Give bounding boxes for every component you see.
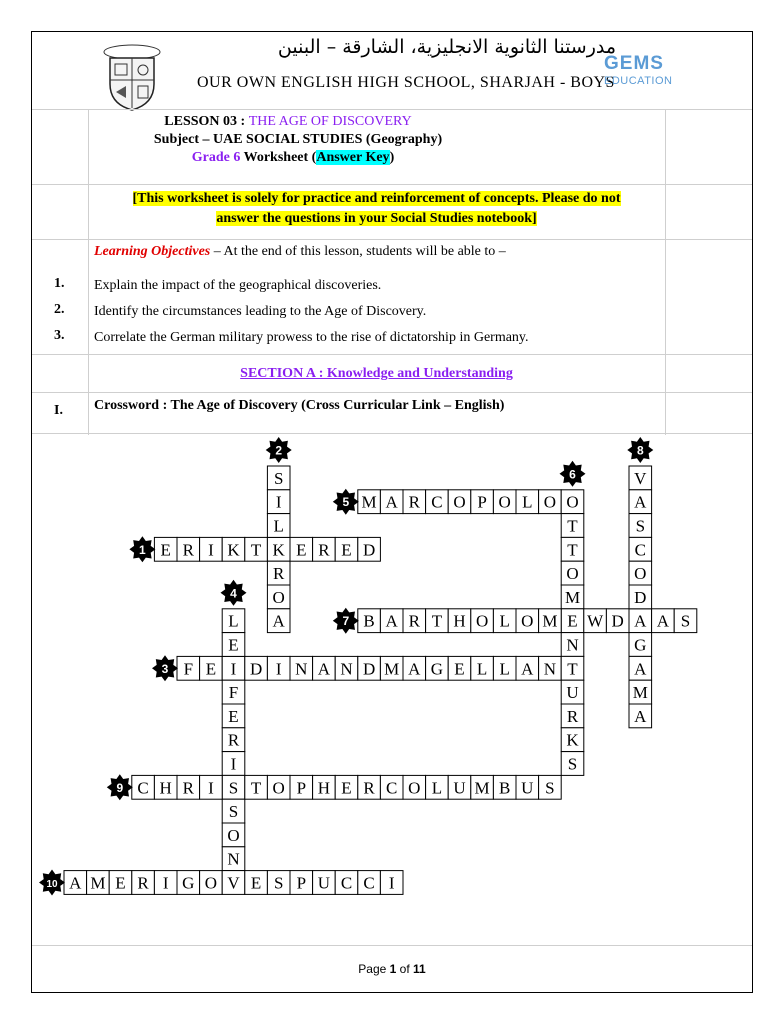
crossword-cell — [448, 775, 471, 799]
svg-text:9: 9 — [116, 780, 124, 795]
crossword-cell — [154, 537, 177, 561]
crossword-cell — [267, 537, 290, 561]
svg-text:O: O — [566, 492, 579, 512]
svg-text:O: O — [475, 611, 489, 631]
svg-text:S: S — [228, 778, 239, 798]
crossword-cell — [403, 656, 426, 680]
svg-text:T: T — [250, 540, 262, 560]
crossword-cell — [426, 490, 449, 514]
svg-text:D: D — [634, 587, 647, 607]
svg-text:G: G — [430, 659, 444, 679]
crossword-cell — [584, 609, 607, 633]
crossword-cell — [471, 775, 494, 799]
page-number: 1 — [389, 962, 397, 976]
svg-text:K: K — [566, 730, 579, 750]
crossword-cell — [313, 537, 336, 561]
crossword-cell — [64, 871, 87, 895]
crossword-cell — [516, 656, 539, 680]
question-text: Crossword : The Age of Discovery (Cross Curricular Link – English) — [94, 398, 505, 413]
svg-text:P: P — [477, 492, 487, 512]
svg-text:R: R — [182, 540, 194, 560]
svg-text:R: R — [137, 873, 149, 893]
svg-text:M: M — [632, 683, 648, 703]
svg-text:O: O — [566, 564, 579, 584]
crossword-cell — [222, 847, 245, 871]
notice-line-2: answer the questions in your Social Studies notebook] — [216, 211, 537, 226]
clue-number-badge — [39, 870, 65, 896]
svg-text:I: I — [208, 778, 214, 798]
crossword-cell — [471, 609, 494, 633]
crossword-cell — [177, 775, 200, 799]
crossword-cell — [335, 656, 358, 680]
crossword-cell — [561, 704, 584, 728]
svg-text:A: A — [408, 659, 421, 679]
svg-text:O: O — [634, 564, 647, 584]
crossword-cell — [539, 490, 562, 514]
clue-number-badge — [107, 774, 133, 800]
crossword-cell — [267, 609, 290, 633]
crossword-cell — [539, 609, 562, 633]
crossword-cell — [200, 775, 223, 799]
svg-text:S: S — [228, 802, 239, 822]
crossword-cell — [267, 466, 290, 490]
clue-number-badge — [333, 608, 359, 634]
svg-text:C: C — [431, 492, 443, 512]
svg-text:S: S — [680, 611, 691, 631]
crossword-cell — [493, 656, 516, 680]
svg-text:L: L — [499, 611, 510, 631]
crossword-cell — [313, 775, 336, 799]
crossword-cell — [267, 514, 290, 538]
objective-number: 3. — [54, 328, 65, 343]
svg-text:S: S — [567, 754, 578, 774]
svg-text:U: U — [317, 873, 331, 893]
svg-text:I: I — [162, 873, 169, 893]
school-name-arabic: مدرستنا الثانوية الانجليزية، الشارقة – البنين — [277, 36, 617, 58]
crossword-cell — [448, 490, 471, 514]
crossword-cell — [629, 514, 652, 538]
crossword-cell — [403, 609, 426, 633]
svg-text:A: A — [634, 706, 647, 726]
svg-text:U: U — [521, 778, 534, 798]
crossword-cell — [222, 799, 245, 823]
svg-text:T: T — [567, 516, 578, 536]
of-word: of — [396, 962, 414, 976]
clue-number-badge — [221, 580, 247, 606]
svg-text:L: L — [431, 778, 443, 798]
svg-text:F: F — [183, 659, 194, 679]
svg-text:C: C — [634, 540, 646, 560]
svg-text:R: R — [566, 706, 579, 726]
svg-text:E: E — [454, 659, 465, 679]
crossword-cell — [380, 609, 403, 633]
svg-text:3: 3 — [161, 661, 169, 676]
crossword-cell — [380, 656, 403, 680]
crossword-cell — [132, 775, 155, 799]
svg-text:U: U — [453, 778, 466, 798]
crossword-cell — [516, 775, 539, 799]
svg-text:L: L — [273, 516, 284, 536]
section-title: SECTION A : Knowledge and Understanding — [240, 366, 513, 381]
crossword-cell — [561, 585, 584, 609]
svg-text:A: A — [634, 611, 647, 631]
objectives-label: Learning Objectives — [94, 244, 211, 259]
crossword-cell — [358, 490, 381, 514]
crossword-cell — [267, 871, 290, 895]
svg-text:N: N — [295, 659, 308, 679]
svg-text:E: E — [341, 778, 352, 798]
crossword-cell — [245, 871, 268, 895]
svg-text:7: 7 — [342, 614, 350, 629]
svg-text:T: T — [567, 659, 578, 679]
crossword-cell — [652, 609, 675, 633]
svg-text:A: A — [521, 659, 534, 679]
svg-text:R: R — [363, 778, 375, 798]
crossword-cell — [448, 656, 471, 680]
svg-text:O: O — [498, 492, 511, 512]
crossword-cell — [222, 633, 245, 657]
svg-text:E: E — [341, 540, 352, 560]
svg-text:I: I — [230, 754, 237, 774]
svg-text:M: M — [384, 659, 400, 679]
crossword-cell — [380, 490, 403, 514]
svg-text:O: O — [272, 587, 285, 607]
crossword-cell — [200, 537, 223, 561]
crossword-cell — [267, 585, 290, 609]
svg-text:I: I — [230, 659, 237, 679]
crossword-cell — [222, 823, 245, 847]
crossword-cell — [493, 775, 516, 799]
svg-text:E: E — [228, 706, 239, 726]
crossword-cell — [358, 775, 381, 799]
crossword-cell — [493, 609, 516, 633]
svg-text:M: M — [542, 611, 558, 631]
crossword-cell — [561, 728, 584, 752]
crossword-cell — [109, 871, 132, 895]
svg-text:5: 5 — [342, 495, 350, 510]
clue-number-badge — [627, 437, 653, 463]
crossword-cell — [629, 633, 652, 657]
svg-text:A: A — [634, 492, 647, 512]
svg-text:8: 8 — [636, 443, 644, 458]
crossword-cell — [222, 704, 245, 728]
crossword-cell — [674, 609, 697, 633]
clue-number-badge — [333, 489, 359, 515]
svg-text:G: G — [634, 635, 647, 655]
svg-text:O: O — [204, 873, 218, 893]
crossword-cell — [629, 561, 652, 585]
clue-number-badge — [152, 655, 178, 681]
crossword-cell — [629, 585, 652, 609]
crossword-cell — [358, 609, 381, 633]
svg-text:R: R — [408, 492, 420, 512]
svg-text:I: I — [275, 659, 282, 679]
svg-text:C: C — [137, 778, 149, 798]
crossword-cell — [471, 490, 494, 514]
crossword-cell — [177, 656, 200, 680]
crossword-cell — [426, 656, 449, 680]
svg-text:E: E — [228, 635, 239, 655]
svg-text:E: E — [115, 873, 126, 893]
crossword-cell — [539, 775, 562, 799]
svg-text:K: K — [227, 540, 240, 560]
crossword-cell — [267, 561, 290, 585]
clue-number-badge — [129, 536, 155, 562]
crossword-cell — [222, 775, 245, 799]
crossword-cell — [561, 633, 584, 657]
crossword-cell — [222, 752, 245, 776]
crossword-cell — [561, 680, 584, 704]
crossword-cell — [222, 680, 245, 704]
crossword-cell — [493, 490, 516, 514]
crossword-cell — [267, 490, 290, 514]
crossword-cell — [629, 466, 652, 490]
crossword-cell — [245, 775, 268, 799]
crossword-cell — [606, 609, 629, 633]
svg-text:1: 1 — [139, 542, 146, 557]
crossword-cell — [290, 775, 313, 799]
crossword-cell — [313, 871, 336, 895]
crossword-cell — [335, 871, 358, 895]
notice-line-1: [This worksheet is solely for practice and reinforcement of concepts. Please do not — [132, 191, 621, 206]
clue-number-badge — [266, 437, 292, 463]
crossword-cell — [629, 656, 652, 680]
gems-brand: GEMS — [604, 53, 664, 74]
svg-text:A: A — [317, 659, 331, 679]
crossword-cell — [87, 871, 110, 895]
crossword-cell — [335, 537, 358, 561]
svg-text:M: M — [90, 873, 106, 893]
svg-text:M: M — [474, 778, 490, 798]
objectives-intro: – At the end of this lesson, students will be able to – — [210, 244, 506, 259]
crossword-cell — [561, 609, 584, 633]
crossword-cell — [177, 537, 200, 561]
question-number: I. — [54, 403, 63, 418]
svg-text:R: R — [318, 540, 330, 560]
crossword-cell — [290, 656, 313, 680]
svg-text:L: L — [522, 492, 533, 512]
crossword-cell — [222, 537, 245, 561]
crossword-cell — [403, 490, 426, 514]
crossword-cell — [561, 537, 584, 561]
gems-brand-sub: EDUCATION — [604, 75, 673, 87]
crossword-cell — [222, 609, 245, 633]
svg-text:H: H — [317, 778, 331, 798]
svg-text:A: A — [385, 492, 398, 512]
svg-text:V: V — [227, 873, 240, 893]
svg-text:C: C — [363, 873, 375, 893]
svg-text:T: T — [250, 778, 262, 798]
crossword-cell — [222, 728, 245, 752]
crossword-cell — [154, 871, 177, 895]
svg-text:M: M — [564, 587, 581, 607]
crossword-cell — [200, 871, 223, 895]
svg-text:E: E — [160, 540, 171, 560]
svg-text:R: R — [227, 730, 240, 750]
school-name: OUR OWN ENGLISH HIGH SCHOOL, SHARJAH - BOYS — [197, 74, 615, 91]
crossword-cell — [290, 537, 313, 561]
crossword-cell — [267, 656, 290, 680]
crossword-cell — [222, 656, 245, 680]
svg-text:U: U — [566, 683, 579, 703]
svg-text:A: A — [385, 611, 398, 631]
crossword-cell — [358, 537, 381, 561]
svg-text:S: S — [545, 778, 555, 798]
svg-text:I: I — [208, 540, 214, 560]
svg-text:D: D — [249, 659, 263, 679]
svg-text:E: E — [205, 659, 217, 679]
crossword-cell — [200, 656, 223, 680]
crossword-cell — [629, 704, 652, 728]
worksheet-label: Worksheet ( — [240, 150, 317, 165]
crossword-cell — [561, 656, 584, 680]
svg-text:P: P — [296, 873, 307, 893]
svg-text:S: S — [273, 468, 284, 488]
crossword-cell — [380, 775, 403, 799]
objective-text: Correlate the German military prowess to the rise of dictatorship in Germany. — [94, 330, 529, 345]
svg-text:D: D — [611, 611, 624, 631]
svg-text:T: T — [567, 540, 578, 560]
svg-text:H: H — [453, 611, 466, 631]
svg-text:H: H — [159, 778, 172, 798]
grade-label: Grade 6 — [191, 150, 241, 165]
objective-number: 1. — [54, 276, 65, 291]
crossword-cell — [426, 609, 449, 633]
svg-text:M: M — [361, 492, 377, 512]
svg-text:R: R — [273, 564, 285, 584]
crossword-cell — [222, 871, 245, 895]
svg-text:K: K — [272, 540, 285, 560]
svg-text:S: S — [635, 516, 646, 536]
crossword-cell — [290, 871, 313, 895]
crossword-cell — [629, 609, 652, 633]
subject-line: Subject – UAE SOCIAL STUDIES (Geography) — [153, 132, 443, 147]
crossword-cell — [539, 656, 562, 680]
crossword-cell — [629, 537, 652, 561]
svg-text:F: F — [228, 683, 239, 703]
page-word: Page — [358, 962, 390, 976]
crossword-cell — [335, 775, 358, 799]
crossword-cell — [561, 490, 584, 514]
crossword-cell — [516, 609, 539, 633]
answer-key-badge: Answer Key — [316, 150, 390, 165]
crossword-cell — [561, 561, 584, 585]
crossword-cell — [380, 871, 403, 895]
svg-text:O: O — [453, 492, 466, 512]
svg-text:T: T — [431, 611, 443, 631]
svg-text:C: C — [386, 778, 398, 798]
crossword-cell — [313, 656, 336, 680]
crossword-cell — [245, 656, 268, 680]
svg-text:4: 4 — [230, 586, 237, 601]
svg-text:O: O — [272, 778, 285, 798]
lesson-prefix: LESSON 03 : — [164, 114, 246, 129]
crossword-cell — [267, 775, 290, 799]
svg-text:D: D — [362, 540, 376, 560]
svg-text:O: O — [227, 825, 240, 845]
svg-text:O: O — [408, 778, 421, 798]
svg-text:L: L — [499, 659, 510, 679]
svg-text:R: R — [182, 778, 194, 798]
svg-text:C: C — [340, 873, 353, 893]
svg-text:B: B — [363, 611, 375, 631]
svg-text:6: 6 — [569, 467, 576, 482]
svg-text:N: N — [566, 635, 579, 655]
svg-text:L: L — [228, 611, 239, 631]
crossword-cell — [426, 775, 449, 799]
svg-text:G: G — [182, 873, 195, 893]
svg-text:O: O — [543, 492, 557, 512]
svg-text:I: I — [388, 873, 395, 893]
svg-text:B: B — [499, 778, 511, 798]
svg-text:L: L — [476, 659, 488, 679]
svg-text:O: O — [521, 611, 534, 631]
svg-text:I: I — [275, 492, 282, 512]
svg-text:2: 2 — [275, 443, 283, 458]
svg-text:E: E — [250, 873, 262, 893]
crossword-cell — [358, 656, 381, 680]
svg-text:S: S — [273, 873, 284, 893]
page-total: 11 — [413, 962, 426, 976]
svg-text:N: N — [543, 659, 557, 679]
crossword-cell — [403, 775, 426, 799]
objective-text: Identify the circumstances leading to the Age of Discovery. — [94, 304, 427, 319]
svg-text:E: E — [567, 611, 578, 631]
svg-text:A: A — [69, 873, 82, 893]
svg-text:N: N — [340, 659, 353, 679]
close-paren: ) — [389, 150, 395, 165]
svg-text:A: A — [272, 611, 285, 631]
crossword-cell — [471, 656, 494, 680]
crossword-cell — [629, 490, 652, 514]
svg-text:P: P — [296, 778, 307, 798]
lesson-name: THE AGE OF DISCOVERY — [248, 114, 412, 129]
crossword-cell — [561, 752, 584, 776]
crossword-cell — [448, 609, 471, 633]
objective-text: Explain the impact of the geographical discoveries. — [94, 278, 382, 293]
svg-text:10: 10 — [46, 879, 58, 890]
svg-text:R: R — [408, 611, 420, 631]
objective-number: 2. — [54, 302, 65, 317]
svg-text:N: N — [227, 849, 240, 869]
svg-text:A: A — [656, 611, 670, 631]
crossword-cell — [245, 537, 268, 561]
crossword-cell — [177, 871, 200, 895]
crossword-cell — [561, 514, 584, 538]
svg-text:D: D — [362, 659, 376, 679]
svg-text:W: W — [587, 611, 604, 631]
crossword-cell — [154, 775, 177, 799]
svg-text:V: V — [634, 468, 647, 488]
clue-number-badge — [560, 461, 586, 487]
crossword-cell — [132, 871, 155, 895]
svg-text:E: E — [296, 540, 307, 560]
crossword-cell — [358, 871, 381, 895]
crossword-cell — [629, 680, 652, 704]
svg-text:A: A — [634, 659, 647, 679]
crossword-cell — [516, 490, 539, 514]
